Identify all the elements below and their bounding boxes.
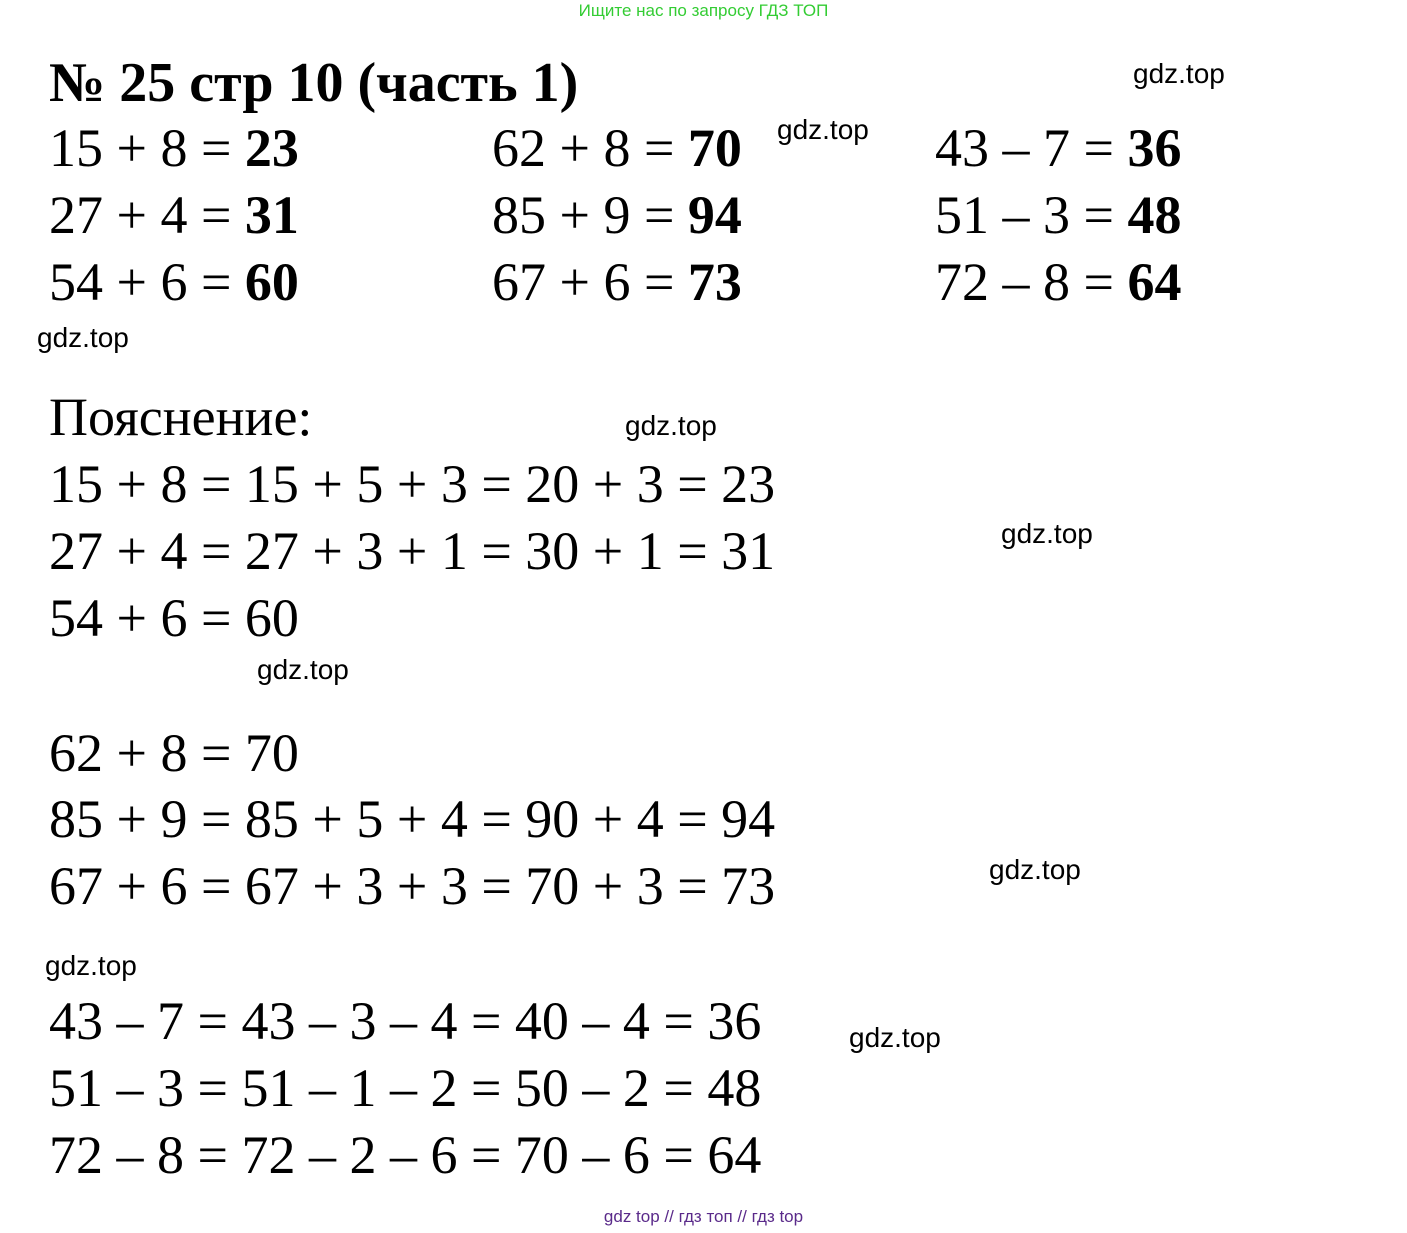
watermark: gdz.top (777, 114, 869, 145)
answer-result: 73 (687, 252, 742, 312)
explanation-line: 85 + 9 = 85 + 5 + 4 = 90 + 4 = 94 (49, 789, 776, 849)
answer-row (492, 252, 742, 312)
answer-result: 70 (687, 118, 742, 178)
answer-result: 60 (244, 252, 299, 312)
answer-expression: 54 + 6 = (49, 252, 245, 312)
answer-expression: 62 + 8 = (492, 118, 688, 178)
answer-row (935, 185, 1181, 245)
answer-result: 64 (1127, 252, 1182, 312)
answer-expression: 67 + 6 = (492, 252, 688, 312)
explanation-line: 27 + 4 = 27 + 3 + 1 = 30 + 1 = 31 (49, 521, 776, 581)
answer-result: 48 (1127, 185, 1182, 245)
answer-result: 23 (244, 118, 299, 178)
explanation-line: 62 + 8 = 70 (49, 723, 299, 783)
watermark: gdz.top (45, 950, 137, 981)
watermark: gdz.top (257, 654, 349, 685)
page-title: № 25 стр 10 (часть 1) (49, 52, 579, 114)
answer-row (49, 252, 299, 312)
top-banner: Ищите нас по запросу ГДЗ ТОП (578, 1, 829, 20)
explanation-line: 43 – 7 = 43 – 3 – 4 = 40 – 4 = 36 (49, 991, 762, 1051)
answer-result: 31 (244, 185, 299, 245)
watermark: gdz.top (625, 410, 717, 441)
answer-result: 94 (687, 185, 742, 245)
watermark: gdz.top (989, 854, 1081, 885)
watermark: gdz.top (1001, 518, 1093, 549)
answer-row (492, 185, 742, 245)
watermark: gdz.top (37, 322, 129, 353)
answer-expression: 43 – 7 = (935, 118, 1128, 178)
answer-row (49, 185, 299, 245)
answer-row (935, 118, 1181, 178)
explanation-line: 72 – 8 = 72 – 2 – 6 = 70 – 6 = 64 (49, 1125, 762, 1185)
explanation-line: 15 + 8 = 15 + 5 + 3 = 20 + 3 = 23 (49, 454, 776, 514)
watermark: gdz.top (1133, 58, 1225, 89)
explanation-line: 54 + 6 = 60 (49, 588, 299, 648)
answer-result: 36 (1127, 118, 1182, 178)
answer-expression: 51 – 3 = (935, 185, 1128, 245)
answer-expression: 72 – 8 = (935, 252, 1128, 312)
answer-expression: 27 + 4 = (49, 185, 245, 245)
answer-row (49, 118, 299, 178)
footer-links: gdz top // гдз топ // гдз top (603, 1207, 804, 1226)
answer-row (492, 118, 742, 178)
answer-expression: 85 + 9 = (492, 185, 688, 245)
watermark: gdz.top (849, 1022, 941, 1053)
answer-expression: 15 + 8 = (49, 118, 245, 178)
explanation-line: 51 – 3 = 51 – 1 – 2 = 50 – 2 = 48 (49, 1058, 762, 1118)
explanation-line: 67 + 6 = 67 + 3 + 3 = 70 + 3 = 73 (49, 856, 776, 916)
explanation-label: Пояснение: (49, 387, 313, 447)
answer-row (935, 252, 1181, 312)
